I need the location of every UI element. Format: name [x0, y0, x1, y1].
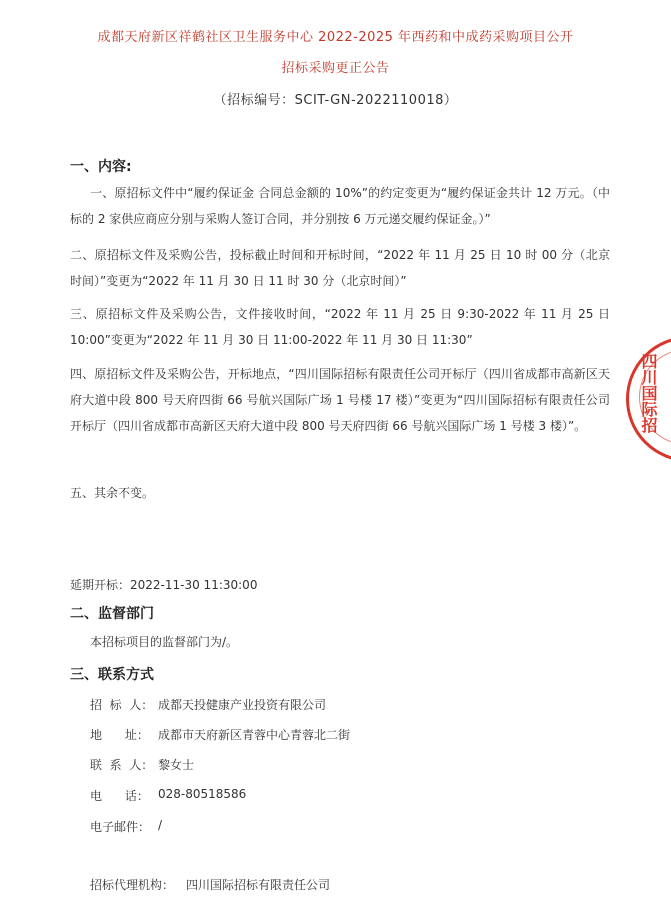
content-paragraph-4: 四、原招标文件及采购公告，开标地点，“四川国际招标有限责任公司开标厅（四川省成都市高新区天府大道中段 800 号天府四街 66 号航兴国际广场 1 号楼 17 楼）”变更为“四川国际招标有限责任公司开标厅（四川省成都市高新区天府大道中段 800 号天府四街 66 号航兴国际广场 1 号楼 3 楼）”。 [70, 367, 610, 433]
tender-code: （招标编号：SCIT-GN-2022110018） [213, 93, 458, 108]
email-value: / [158, 818, 163, 832]
content-paragraph-3: 三、原招标文件及采购公告，文件接收时间，“2022 年 11 月 25 日 9:30-2022 年 11 月 25 日 10:00”变更为“2022 年 11 月 30 日 11:00-2022 年 11 月 30 日 11:30” [70, 307, 610, 347]
content-paragraph-1-text: 一、原招标文件中“履约保证金 合同总金额的 10%”的约定变更为“履约保证金共计 12 万元。（中标的 2 家供应商应分别与采购人签订合同，并分别按 6 万元递交履约保证金。）” [70, 186, 610, 226]
buyer-label: 招 标 人： [90, 698, 154, 712]
phone-label: 电 话： [90, 789, 149, 803]
contact-person-label: 联 系 人： [90, 758, 154, 772]
official-stamp [626, 336, 671, 462]
agency-label: 招标代理机构： [90, 878, 175, 892]
content-paragraph-5: 五、其余不变。 [70, 486, 155, 500]
title-line-2: 招标采购更正公告 [281, 61, 390, 76]
buyer-value: 成都天投健康产业投资有限公司 [158, 698, 327, 712]
supervision-heading: 二、监督部门 [70, 606, 154, 622]
stamp-text: 四川国际招 [639, 353, 658, 433]
address-value: 成都市天府新区青蓉中心青蓉北二街 [158, 728, 351, 742]
title-line-1: 成都天府新区祥鹤社区卫生服务中心 2022-2025 年西药和中成药采购项目公开 [97, 30, 574, 45]
agency-value: 四川国际招标有限责任公司 [186, 878, 331, 892]
address-label: 地 址： [90, 728, 149, 742]
content-paragraph-1 [70, 180, 610, 232]
content-paragraph-2: 二、原招标文件及采购公告，投标截止时间和开标时间，“2022 年 11 月 25 日 10 时 00 分（北京时间）”变更为“2022 年 11 月 30 日 11 时 30 分（北京时间）” [70, 248, 610, 288]
supervision-text: 本招标项目的监督部门为/。 [90, 635, 239, 649]
contact-heading: 三、联系方式 [70, 667, 154, 683]
delay-opening-line: 延期开标：2022-11-30 11:30:00 [70, 578, 258, 592]
phone-value: 028-80518586 [158, 787, 247, 801]
content-heading: 一、内容: [70, 159, 132, 175]
contact-person-value: 黎女士 [158, 758, 195, 772]
email-label: 电子邮件： [90, 820, 151, 834]
